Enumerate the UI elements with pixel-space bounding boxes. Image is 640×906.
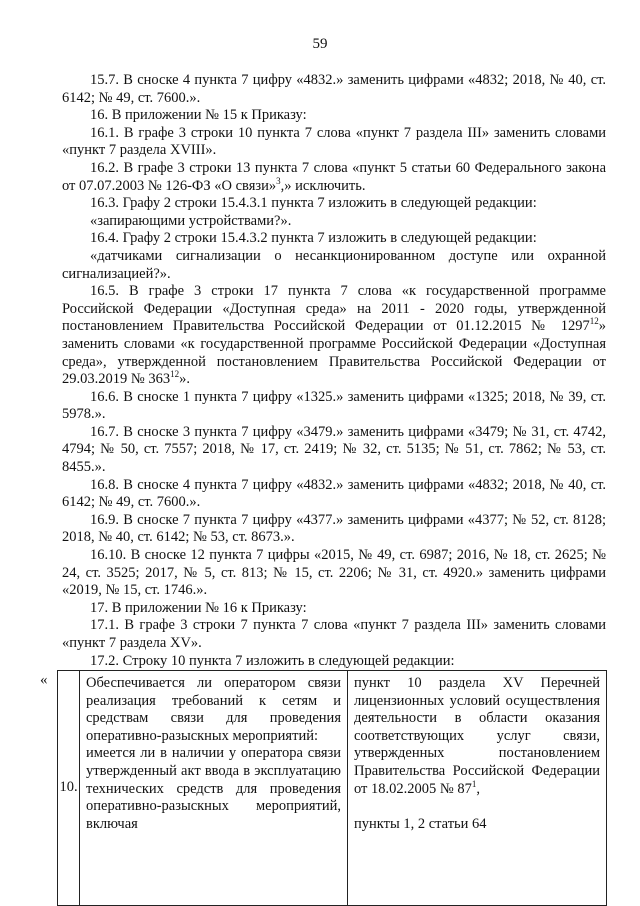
row-number-cell <box>58 671 80 906</box>
paragraph-15-7: 15.7. В сноске 4 пункта 7 цифру «4832.» заменить цифрами «4832; 2018, № 40, ст. 6142; № 49, ст. 7600.». <box>62 72 606 106</box>
question-text: имеется ли в наличии у оператора связи утвержденный акт ввода в эксплуатацию технических средств для проведения оперативно-разыскных мероприятий, включая <box>86 745 341 832</box>
reference-tail: пункты 1, 2 статьи 64 <box>354 816 487 833</box>
question-intro: Обеспечивается ли оператором связи реализация требований к сетям и средствам связи для проведения оперативно-разыскных мероприятий: <box>86 675 341 744</box>
paragraph-16-10: 16.10. В сноске 12 пункта 7 цифры «2015, № 49, ст. 6987; 2016, № 18, ст. 2625; № 24, ст. 3525; 2017, № 5, ст. 813; № 15, ст. 2206; № 31, ст. 4920.» заменить цифрами «2019, № 15, ст. 1746.». <box>62 547 606 599</box>
document-body <box>62 72 606 670</box>
paragraph-17: 17. В приложении № 16 к Приказу: <box>90 599 307 616</box>
paragraph-16-4-text: «датчиками сигнализации о несанкционированном доступе или охранной сигнализацией?». <box>62 247 606 282</box>
reference-cell <box>348 671 607 906</box>
paragraph-16-1: 16.1. В графе 3 строки 10 пункта 7 слова «пункт 7 раздела III» заменить словами «пункт 7 раздела XVIII». <box>62 124 606 159</box>
paragraph-17-1: 17.1. В графе 3 строки 7 пункта 7 слова «пункт 7 раздела III» заменить словами «пункт 7 раздела XV». <box>62 617 606 651</box>
paragraph-17-2: 17.2. Строку 10 пункта 7 изложить в следующей редакции: <box>90 652 455 669</box>
page-number: 59 <box>312 36 328 52</box>
requirements-table <box>57 670 607 906</box>
paragraph-16-2: 16.2. В графе 3 строки 13 пункта 7 слова «пункт 5 статьи 60 Федерального закона от 07.07.2003 № 126-ФЗ «О связи»$^3$,» исключить. <box>62 159 606 194</box>
question-cell <box>80 671 348 906</box>
table-row <box>58 671 607 906</box>
open-quote: « <box>40 672 48 688</box>
reference-text: пункт 10 раздела XV Перечней лицензионных условий осуществления деятельности в области оказания соответствующих услуг связи, утвержденных постановлением Правительства Российской Федерации от 18.02.2005 № $87^1$, <box>354 675 600 797</box>
paragraph-16-3: 16.3. Графу 2 строки 15.4.3.1 пункта 7 изложить в следующей редакции: <box>90 195 537 212</box>
paragraph-16-8: 16.8. В сноске 4 пункта 7 цифру «4832.» заменить цифрами «4832; 2018, № 40, ст. 6142; № 49, ст. 7600.». <box>62 476 606 511</box>
paragraph-16-5: 16.5. В графе 3 строки 17 пункта 7 слова «к государственной программе Российской Федерации «Доступная среда» на 2011 - 2020 годы, утвержденной постановлением Правительства Российской Федерации от 01.12.2015 № 1297$^{12}$» заменить словами «к государственной программе Российской Федерации «Доступная среда», утвержденной постановлением Правительства Российской Федерации от 29.03.2019 № $363^{12}$». <box>62 283 606 388</box>
paragraph-16-3-text: «запирающими устройствами?». <box>90 212 292 229</box>
paragraph-16-4: 16.4. Графу 2 строки 15.4.3.2 пункта 7 изложить в следующей редакции: <box>90 230 537 247</box>
row-number: 10. <box>59 779 78 796</box>
paragraph-16-6: 16.6. В сноске 1 пункта 7 цифру «1325.» заменить цифрами «1325; 2018, № 39, ст. 5978.». <box>62 388 606 423</box>
paragraph-16-7: 16.7. В сноске 3 пункта 7 цифру «3479.» заменить цифрами «3479; № 31, ст. 4742, 4794; № 50, ст. 7557; 2018, № 17, ст. 2419; № 32, ст. 5135; № 51, ст. 7862; № 53, ст. 8455.». <box>62 423 606 476</box>
paragraph-16: 16. В приложении № 15 к Приказу: <box>90 107 307 124</box>
table-section <box>33 670 606 905</box>
paragraph-16-9: 16.9. В сноске 7 пункта 7 цифру «4377.» заменить цифрами «4377; № 52, ст. 8128; 2018, № 40, ст. 6142; № 53, ст. 8673.». <box>62 511 606 546</box>
